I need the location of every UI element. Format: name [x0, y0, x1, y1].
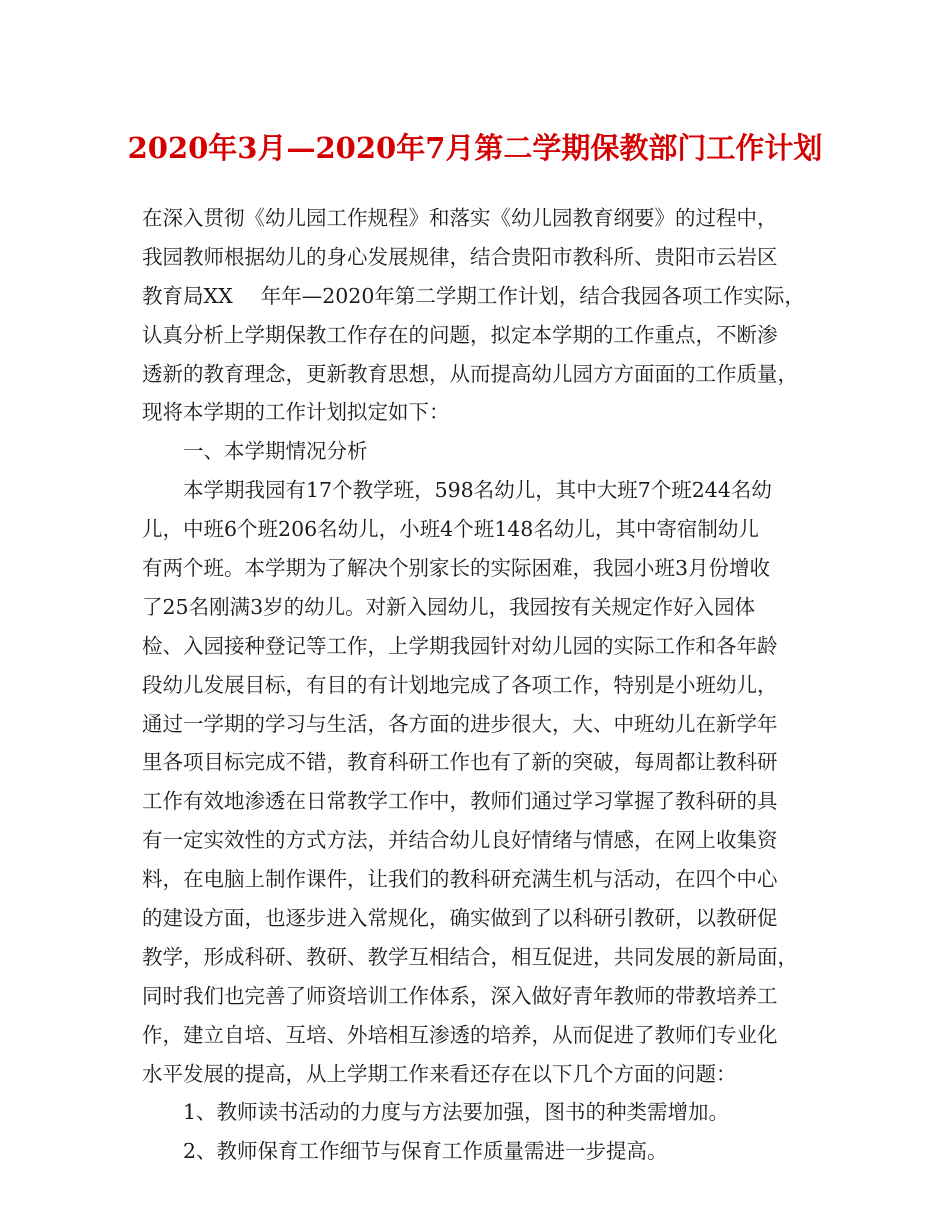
paragraph-line: 现将本学期的工作计划拟定如下：	[142, 400, 450, 425]
document-body	[142, 199, 822, 1171]
paragraph-line: 本学期我园有17个教学班，598名幼儿，其中大班7个班244名幼	[183, 478, 772, 503]
paragraph-line: 有一定实效性的方式方法，并结合幼儿良好情绪与情感，在网上收集资	[142, 828, 778, 853]
paragraph-line: 水平发展的提高，从上学期工作来看还存在以下几个方面的问题：	[142, 1061, 737, 1086]
paragraph-line: 段幼儿发展目标，有目的有计划地完成了各项工作，特别是小班幼儿，	[142, 672, 778, 697]
text-fragment: 教育局XX	[142, 283, 233, 308]
paragraph-line: 料，在电脑上制作课件，让我们的教科研充满生机与活动，在四个中心	[142, 867, 778, 892]
list-item: 1、教师读书活动的力度与方法要加强，图书的种类需增加。	[183, 1100, 730, 1125]
paragraph-line: 的建设方面，也逐步进入常规化，确实做到了以科研引教研，以教研促	[142, 906, 778, 931]
paragraph-line: 了25名刚满3岁的幼儿。对新入园幼儿，我园按有关规定作好入园体	[142, 594, 756, 619]
paragraph-line: 教学，形成科研、教研、教学互相结合，相互促进，共同发展的新局面，	[142, 944, 798, 969]
paragraph-line: 工作有效地渗透在日常教学工作中，教师们通过学习掌握了教科研的具	[142, 789, 778, 814]
list-item: 2、教师保育工作细节与保育工作质量需进一步提高。	[183, 1139, 668, 1164]
paragraph-line: 检、入园接种登记等工作，上学期我园针对幼儿园的实际工作和各年龄	[142, 633, 778, 658]
section-heading: 一、本学期情况分析	[183, 439, 368, 464]
paragraph-line: 作，建立自培、互培、外培相互渗透的培养，从而促进了教师们专业化	[142, 1022, 778, 1047]
paragraph-line: 通过一学期的学习与生活，各方面的进步很大，大、中班幼儿在新学年	[142, 711, 778, 736]
paragraph-line: 儿，中班6个班206名幼儿，小班4个班148名幼儿，其中寄宿制幼儿	[142, 517, 759, 542]
paragraph-line: 里各项目标完成不错，教育科研工作也有了新的突破，每周都让教科研	[142, 750, 778, 775]
document-title: 2020年3月—2020年7月第二学期保教部门工作计划	[127, 131, 823, 165]
paragraph-line: 认真分析上学期保教工作存在的问题，拟定本学期的工作重点，不断渗	[142, 322, 778, 347]
text-fragment: 年年—2020年第二学期工作计划，结合我园各项工作实际，	[260, 283, 805, 308]
paragraph-line: 在深入贯彻《幼儿园工作规程》和落实《幼儿园教育纲要》的过程中，	[142, 206, 778, 230]
paragraph-line: 有两个班。本学期为了解决个别家长的实际困难，我园小班3月份增收	[142, 556, 771, 581]
paragraph-line: 透新的教育理念，更新教育思想，从而提高幼儿园方方面面的工作质量，	[142, 361, 798, 386]
paragraph-line	[142, 277, 822, 316]
paragraph-line: 我园教师根据幼儿的身心发展规律，结合贵阳市教科所、贵阳市云岩区	[142, 244, 778, 269]
paragraph-line: 同时我们也完善了师资培训工作体系，深入做好青年教师的带教培养工	[142, 983, 778, 1008]
